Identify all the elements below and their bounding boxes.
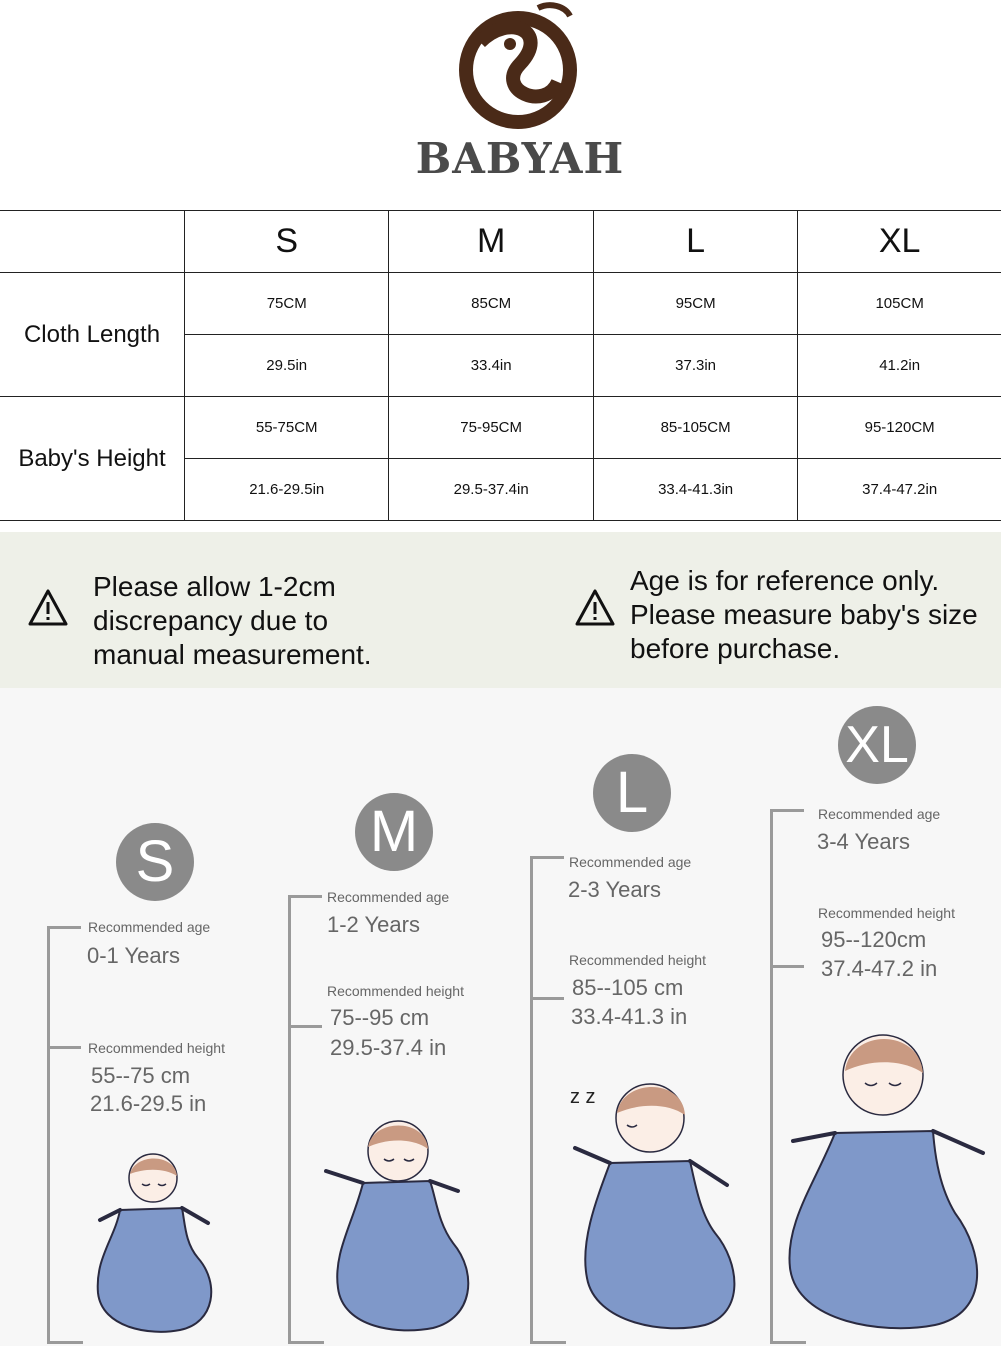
ruler-tick: [530, 1341, 566, 1344]
cloth-length-label: Cloth Length: [0, 273, 185, 397]
size-badge-s: S: [116, 823, 194, 901]
ruler-tick: [288, 1341, 324, 1344]
height-label: Recommended height: [88, 1040, 225, 1056]
height-cm: 85--105 cm: [572, 975, 684, 1000]
ruler-tick: [47, 926, 81, 929]
height-in: 21.6-29.5 in: [90, 1091, 207, 1116]
table-cell: 95-120CM: [798, 397, 1001, 459]
age-label: Recommended age: [327, 889, 450, 905]
warning-triangle-icon: [28, 588, 68, 628]
table-cell: 85CM: [389, 273, 593, 335]
ruler-tick: [288, 1025, 322, 1028]
table-cell: 33.4in: [389, 335, 593, 397]
table-cell: 85-105CM: [593, 397, 797, 459]
height-label: Recommended height: [818, 905, 955, 921]
ruler-tick: [47, 1341, 83, 1344]
ruler-tick: [288, 895, 322, 898]
height-cm: 55--75 cm: [91, 1063, 191, 1088]
table-row: [0, 273, 1001, 335]
fish-emblem-icon: [450, 2, 590, 137]
baby-sleep-sack-m: [318, 1113, 478, 1338]
header-l: L: [593, 211, 797, 273]
size-table: [0, 210, 1001, 521]
size-badge-xl: XL: [838, 706, 916, 784]
height-label: Recommended height: [327, 983, 464, 999]
table-header-row: [0, 211, 1001, 273]
baby-height-label: Baby's Height: [0, 397, 185, 521]
notice-left: [93, 570, 372, 672]
brand-name: BABYAH: [415, 134, 625, 183]
header-xl: XL: [798, 211, 1001, 273]
table-cell: 95CM: [593, 273, 797, 335]
notice-right: [630, 564, 978, 666]
table-cell: 37.3in: [593, 335, 797, 397]
table-cell: 29.5in: [185, 335, 389, 397]
size-badge-l: L: [593, 754, 671, 832]
notice-band: [0, 532, 1001, 688]
ruler-line: [770, 809, 773, 1344]
height-in: 29.5-37.4 in: [330, 1035, 447, 1060]
header-m: M: [389, 211, 593, 273]
age-value: 2-3 Years: [568, 877, 661, 902]
table-row: [0, 397, 1001, 459]
age-label: Recommended age: [88, 919, 211, 935]
notice-right-line: Please measure baby's size: [630, 599, 978, 630]
notice-left-line: manual measurement.: [93, 639, 372, 670]
ruler-tick: [770, 809, 804, 812]
height-cm: 95--120cm: [821, 927, 927, 952]
size-badge-m: M: [355, 793, 433, 871]
zz-sleep-icon: z z: [570, 1086, 596, 1108]
baby-sleep-sack-l: [565, 1073, 745, 1338]
table-cell: 75-95CM: [389, 397, 593, 459]
table-cell: 33.4-41.3in: [593, 459, 797, 521]
header-s: S: [185, 211, 389, 273]
notice-left-line: Please allow 1-2cm: [93, 571, 336, 602]
age-label: Recommended age: [818, 806, 941, 822]
ruler-tick: [770, 1341, 806, 1344]
age-label: Recommended age: [569, 854, 692, 870]
baby-sleep-sack-s: [90, 1148, 220, 1338]
table-cell: 105CM: [798, 273, 1001, 335]
size-illustration-area: [0, 688, 1001, 1346]
brand-logo: [410, 0, 630, 185]
table-cell: 29.5-37.4in: [389, 459, 593, 521]
ruler-tick: [530, 856, 564, 859]
height-cm: 75--95 cm: [330, 1005, 430, 1030]
ruler-tick: [770, 965, 804, 968]
height-in: 37.4-47.2 in: [821, 956, 938, 981]
notice-right-line: before purchase.: [630, 633, 841, 664]
notice-left-line: discrepancy due to: [93, 605, 329, 636]
ruler-line: [530, 856, 533, 1344]
height-label: Recommended height: [569, 952, 706, 968]
table-cell: 21.6-29.5in: [185, 459, 389, 521]
table-cell: 37.4-47.2in: [798, 459, 1001, 521]
ruler-tick: [47, 1046, 81, 1049]
table-corner: [0, 211, 185, 273]
ruler-line: [288, 895, 291, 1344]
age-value: 1-2 Years: [327, 912, 420, 937]
table-cell: 55-75CM: [185, 397, 389, 459]
table-cell: 41.2in: [798, 335, 1001, 397]
ruler-tick: [530, 997, 564, 1000]
ruler-line: [47, 926, 50, 1344]
table-cell: 75CM: [185, 273, 389, 335]
warning-triangle-icon: [575, 588, 615, 628]
age-value: 3-4 Years: [817, 829, 910, 854]
height-in: 33.4-41.3 in: [571, 1004, 688, 1029]
age-value: 0-1 Years: [87, 943, 180, 968]
baby-sleep-sack-xl: [785, 1023, 991, 1338]
notice-right-line: Age is for reference only.: [630, 565, 940, 596]
